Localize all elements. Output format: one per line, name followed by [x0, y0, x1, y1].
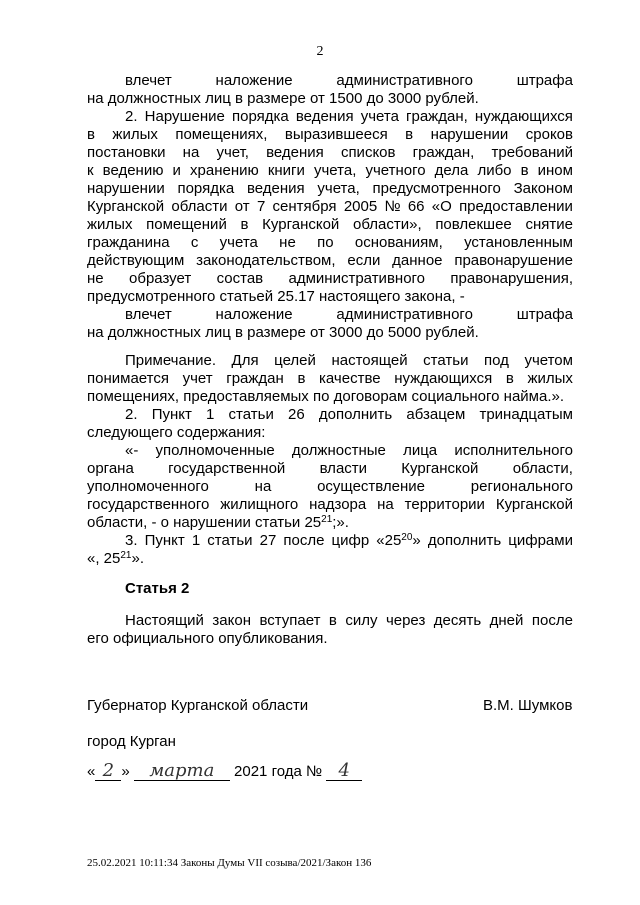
word: данное	[392, 252, 443, 269]
word: и	[172, 162, 181, 179]
word: статьи	[423, 352, 469, 369]
word: 27	[259, 532, 277, 549]
word: на	[182, 144, 200, 161]
text-line	[87, 370, 573, 388]
word: 3.	[125, 532, 138, 549]
word: наложение	[215, 306, 293, 323]
city-line: город Курган	[87, 733, 176, 750]
handwritten-month: марта	[149, 760, 215, 781]
word: жилых	[527, 370, 573, 387]
superscript: 21	[120, 550, 132, 561]
close-quote: »	[121, 763, 130, 780]
word: закон	[212, 612, 251, 629]
handwritten-number: 4	[338, 760, 350, 781]
date-line	[87, 760, 362, 781]
text-line	[87, 442, 573, 460]
superscript: 20	[401, 532, 413, 543]
word: учетом	[524, 352, 573, 369]
word: порядка	[177, 180, 235, 197]
word: целей	[274, 352, 316, 369]
word: административного	[336, 72, 473, 89]
year-text: 2021 года №	[234, 763, 323, 780]
text-line	[87, 108, 573, 126]
word: дней	[489, 612, 524, 629]
word: тринадцатым	[479, 406, 573, 423]
word: в	[520, 162, 529, 179]
word: должностные	[291, 442, 386, 459]
word: сроков	[525, 126, 573, 143]
word: порядка	[232, 108, 289, 125]
word: действующим	[87, 252, 185, 269]
text-run: области, - о нарушении статьи 25	[87, 514, 322, 531]
word: образует	[129, 270, 192, 287]
word: власти	[319, 460, 368, 477]
word: после	[283, 532, 325, 549]
word: «-	[125, 442, 139, 459]
text-line	[87, 514, 573, 532]
word: силу	[345, 612, 378, 629]
word: лица	[403, 442, 438, 459]
word: помещений	[146, 216, 227, 233]
word: 2.	[125, 406, 138, 423]
text-line	[87, 144, 573, 162]
word: 66	[407, 198, 425, 215]
word: не	[87, 270, 104, 287]
word: после	[531, 612, 573, 629]
word: хранению	[190, 162, 259, 179]
word: граждан,	[412, 144, 475, 161]
word: 1	[206, 406, 215, 423]
page-number: 2	[316, 44, 324, 59]
word: снятие	[525, 216, 573, 233]
word: надзора	[309, 496, 367, 513]
word: по	[317, 234, 334, 251]
word: жилищного	[220, 496, 299, 513]
word: десять	[433, 612, 482, 629]
word: через	[385, 612, 426, 629]
word: статьи	[228, 406, 274, 423]
word: Пункт	[151, 406, 192, 423]
open-quote: «	[87, 763, 96, 780]
word: учетного	[365, 162, 426, 179]
word: 2005	[343, 198, 378, 215]
word: ином	[537, 162, 573, 179]
word: территории	[404, 496, 485, 513]
word: 1	[191, 532, 201, 549]
word: цифрами	[508, 532, 573, 549]
word: выразившееся	[284, 126, 388, 143]
word: состав	[216, 270, 264, 287]
word: правонарушение	[454, 252, 573, 269]
word: исполнительного	[454, 442, 573, 459]
text-line: следующего содержания:	[87, 424, 266, 441]
word: ведения	[295, 108, 354, 125]
word: цифр	[331, 532, 370, 549]
word: нуждающихся	[394, 370, 493, 387]
word: с	[190, 234, 199, 251]
word: наложение	[215, 72, 293, 89]
word: Настоящий	[125, 612, 204, 629]
word: органа	[87, 460, 134, 477]
text-line	[87, 270, 573, 288]
text-line	[87, 352, 573, 370]
text-line: предусмотренного статьей 25.17 настоящего закона, -	[87, 288, 465, 305]
word: гражданина	[87, 234, 170, 251]
word: государственной	[168, 460, 286, 477]
word: ведения	[246, 180, 305, 197]
word: Курганской	[401, 460, 479, 477]
word: нуждающихся	[474, 108, 573, 125]
text-line	[87, 532, 573, 550]
text-line	[87, 216, 573, 234]
article-title: Статья 2	[125, 580, 190, 597]
word: вступает	[259, 612, 321, 629]
word: требований	[491, 144, 573, 161]
word: сентября	[272, 198, 337, 215]
text-line	[87, 496, 573, 514]
word: административного	[288, 270, 426, 287]
text-line: на должностных лиц в размере от 3000 до 5000 рублей.	[87, 324, 479, 341]
text-line	[87, 460, 573, 478]
text-line	[87, 162, 573, 180]
footer-meta: 25.02.2021 10:11:34 Законы Думы VII созыва/2021/Закон 136	[87, 857, 372, 869]
word: учета	[219, 234, 258, 251]
word: области»,	[353, 216, 422, 233]
text-line	[87, 234, 573, 252]
word: либо	[477, 162, 512, 179]
word: жилых	[112, 126, 158, 143]
word: дополнить	[318, 406, 393, 423]
word: ведения	[266, 144, 324, 161]
handwritten-day: 2	[102, 760, 115, 781]
word: учета	[360, 108, 399, 125]
word: Примечание.	[125, 352, 216, 369]
word: 2.	[125, 108, 138, 125]
word: абзацем	[406, 406, 466, 423]
word: уполномоченные	[155, 442, 275, 459]
word: понимается	[87, 370, 169, 387]
word: регионального	[470, 478, 573, 495]
day-field	[95, 760, 121, 781]
word: учет,	[216, 144, 249, 161]
word: граждан	[226, 370, 284, 387]
text-line	[87, 198, 573, 216]
word: помещениях,	[175, 126, 268, 143]
word: дополнить	[427, 532, 502, 549]
word: учет	[182, 370, 213, 387]
word: законодательством,	[196, 252, 336, 269]
word: в	[240, 216, 249, 233]
word: учета,	[317, 180, 360, 197]
text-line	[87, 550, 573, 568]
word: основаниям,	[354, 234, 443, 251]
word: настоящей	[331, 352, 408, 369]
signatory-title: Губернатор Курганской области	[87, 697, 309, 714]
word: Курганской	[262, 216, 340, 233]
superscript: 21	[321, 514, 333, 525]
text-line	[87, 252, 573, 270]
word: административного	[336, 306, 473, 323]
word: Курганской	[495, 496, 573, 513]
word: в	[328, 612, 337, 629]
text-line	[87, 406, 573, 424]
text-line: его официального опубликования.	[87, 630, 328, 647]
word: установленным	[464, 234, 573, 251]
word: ведению	[102, 162, 164, 179]
word: влечет	[125, 72, 172, 89]
word: «$25^{20}$»	[376, 532, 421, 549]
word: в	[87, 126, 95, 143]
word: предоставлении	[459, 198, 573, 215]
word: осуществление	[317, 478, 426, 495]
text-line	[87, 612, 573, 630]
word: правонарушения,	[450, 270, 573, 287]
word: от	[234, 198, 250, 215]
word: в	[297, 370, 306, 387]
word: Законом	[513, 180, 573, 197]
word: влечет	[125, 306, 172, 323]
word: жилых	[87, 216, 133, 233]
word: области	[171, 198, 228, 215]
word: статьи	[207, 532, 253, 549]
word: «О	[431, 198, 452, 215]
word: постановки	[87, 144, 166, 161]
word: Курганской	[87, 198, 165, 215]
word: на	[254, 478, 272, 495]
word: в	[405, 126, 414, 143]
month-field	[134, 760, 230, 781]
word: не	[279, 234, 296, 251]
word: Нарушение	[144, 108, 225, 125]
word: предусмотренного	[372, 180, 501, 197]
text-line	[87, 306, 573, 324]
word: списков	[340, 144, 396, 161]
word: в	[505, 370, 514, 387]
word: граждан,	[406, 108, 468, 125]
word: 7	[256, 198, 266, 215]
word: штрафа	[516, 72, 573, 89]
word: учета,	[313, 162, 357, 179]
word: к	[87, 162, 94, 179]
word: под	[484, 352, 509, 369]
text-run: ».	[131, 550, 145, 567]
word: Пункт	[144, 532, 185, 549]
signatory-name: В.М. Шумков	[483, 697, 573, 714]
word: нарушении	[87, 180, 165, 197]
text-line	[87, 126, 573, 144]
text-run: ;».	[332, 514, 349, 531]
text-line	[87, 180, 573, 198]
word: книги	[267, 162, 305, 179]
word: если	[347, 252, 381, 269]
text-run: «, 25	[87, 550, 121, 567]
word: повлекшее	[435, 216, 512, 233]
word: Для	[231, 352, 259, 369]
text-line	[87, 478, 573, 496]
word: государственного	[87, 496, 210, 513]
word: уполномоченного	[87, 478, 209, 495]
word: 26	[288, 406, 305, 423]
word: области,	[512, 460, 573, 477]
text-line: помещениях, предоставляемых по договорам социального найма.».	[87, 388, 564, 405]
text-line	[87, 72, 573, 90]
word: качестве	[319, 370, 381, 387]
word: №	[384, 198, 401, 215]
word: дела	[434, 162, 469, 179]
word: на	[377, 496, 394, 513]
word: штрафа	[516, 306, 573, 323]
word: нарушении	[430, 126, 509, 143]
number-field	[326, 760, 362, 781]
text-line: на должностных лиц в размере от 1500 до 3000 рублей.	[87, 90, 479, 107]
